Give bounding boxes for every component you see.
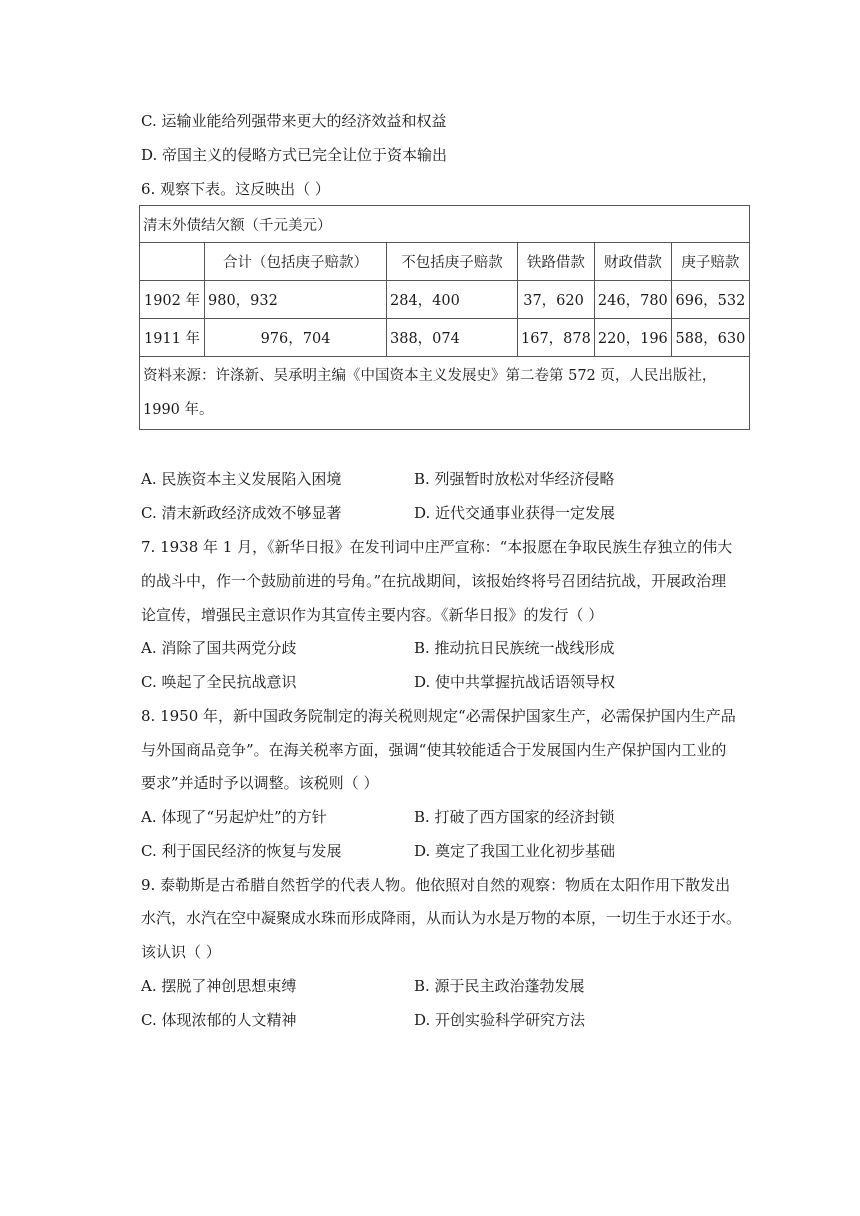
q9-stem-line: 该认识（ ）: [141, 943, 221, 961]
table-cell: 388，074: [387, 319, 518, 357]
q9-option-a: A. 摆脱了神创思想束缚: [141, 977, 297, 995]
debt-table: [139, 205, 750, 430]
table-header-row: [140, 243, 750, 281]
q9-option-d: D. 开创实验科学研究方法: [414, 1011, 586, 1029]
table-cell: 167，878: [518, 319, 595, 357]
q9-stem-line: 水汽，水汽在空中凝聚成水珠而形成降雨，从而认为水是万物的本原，一切生于水还于水。: [141, 909, 742, 927]
table-header-cell: 财政借款: [594, 243, 671, 281]
q5-option-d: D. 帝国主义的侵略方式已完全让位于资本输出: [141, 146, 448, 164]
q6-option-a: A. 民族资本主义发展陷入困境: [141, 470, 342, 488]
q8-option-d: D. 奠定了我国工业化初步基础: [414, 842, 616, 860]
q7-option-c: C. 唤起了全民抗战意识: [141, 673, 297, 691]
q9-option-c: C. 体现浓郁的人文精神: [141, 1011, 297, 1029]
q7-stem-line: 的战斗中，作一个鼓励前进的号角。”在抗战期间，该报始终将号召团结抗战，开展政治理: [141, 572, 727, 590]
table-header-cell: 庚子赔款: [671, 243, 749, 281]
table-cell: 696，532: [671, 281, 749, 319]
table-row: [140, 319, 750, 357]
q7-option-d: D. 使中共掌握抗战话语领导权: [414, 673, 616, 691]
table-row: [140, 281, 750, 319]
q7-stem-line: 论宣传，增强民主意识作为其宣传主要内容。《新华日报》的发行（ ）: [141, 606, 604, 624]
q7-option-a: A. 消除了国共两党分歧: [141, 639, 297, 657]
table-cell: 1911 年: [140, 319, 205, 357]
q8-stem-line: 与外国商品竞争”。在海关税率方面，强调“使其较能适合于发展国内生产保护国内工业的: [141, 741, 727, 759]
table-header-cell: [140, 243, 205, 281]
table-header-cell: 铁路借款: [518, 243, 595, 281]
table-cell: 37，620: [518, 281, 595, 319]
table-cell: 588，630: [671, 319, 749, 357]
q8-option-c: C. 利于国民经济的恢复与发展: [141, 842, 342, 860]
q7-stem-line: 7. 1938 年 1 月，《新华日报》在发刊词中庄严宣称：“本报愿在争取民族生存独立的伟大: [141, 538, 733, 556]
table-cell: 220，196: [594, 319, 671, 357]
table-cell: 976，704: [205, 319, 387, 357]
table-cell: 980，932: [205, 281, 387, 319]
q6-stem: 6. 观察下表。这反映出（ ）: [141, 180, 330, 198]
q6-option-c: C. 清末新政经济成效不够显著: [141, 504, 342, 522]
table-header-cell: 不包括庚子赔款: [387, 243, 518, 281]
table-source: 资料来源：许涤新、吴承明主编《中国资本主义发展史》第二卷第 572 页，人民出版社，1990 年。: [140, 357, 750, 430]
q8-option-b: B. 打破了西方国家的经济封锁: [414, 808, 615, 826]
q8-stem-line: 要求”并适时予以调整。该税则（ ）: [141, 774, 379, 792]
table-cell: 284，400: [387, 281, 518, 319]
q6-option-d: D. 近代交通事业获得一定发展: [414, 504, 616, 522]
table-title: 清末外债结欠额（千元美元）: [140, 206, 750, 243]
table-cell: 246，780: [594, 281, 671, 319]
q6-option-b: B. 列强暂时放松对华经济侵略: [414, 470, 615, 488]
q9-option-b: B. 源于民主政治蓬勃发展: [414, 977, 585, 995]
q8-option-a: A. 体现了“另起炉灶”的方针: [141, 808, 327, 826]
q9-stem-line: 9. 泰勒斯是古希腊自然哲学的代表人物。他依照对自然的观察：物质在太阳作用下散发出: [141, 876, 731, 894]
q8-stem-line: 8. 1950 年，新中国政务院制定的海关税则规定“必需保护国家生产，必需保护国内生产品: [141, 707, 736, 725]
q5-option-c: C. 运输业能给列强带来更大的经济效益和权益: [141, 112, 447, 130]
q7-option-b: B. 推动抗日民族统一战线形成: [414, 639, 615, 657]
table-cell: 1902 年: [140, 281, 205, 319]
table-header-cell: 合计（包括庚子赔款）: [205, 243, 387, 281]
